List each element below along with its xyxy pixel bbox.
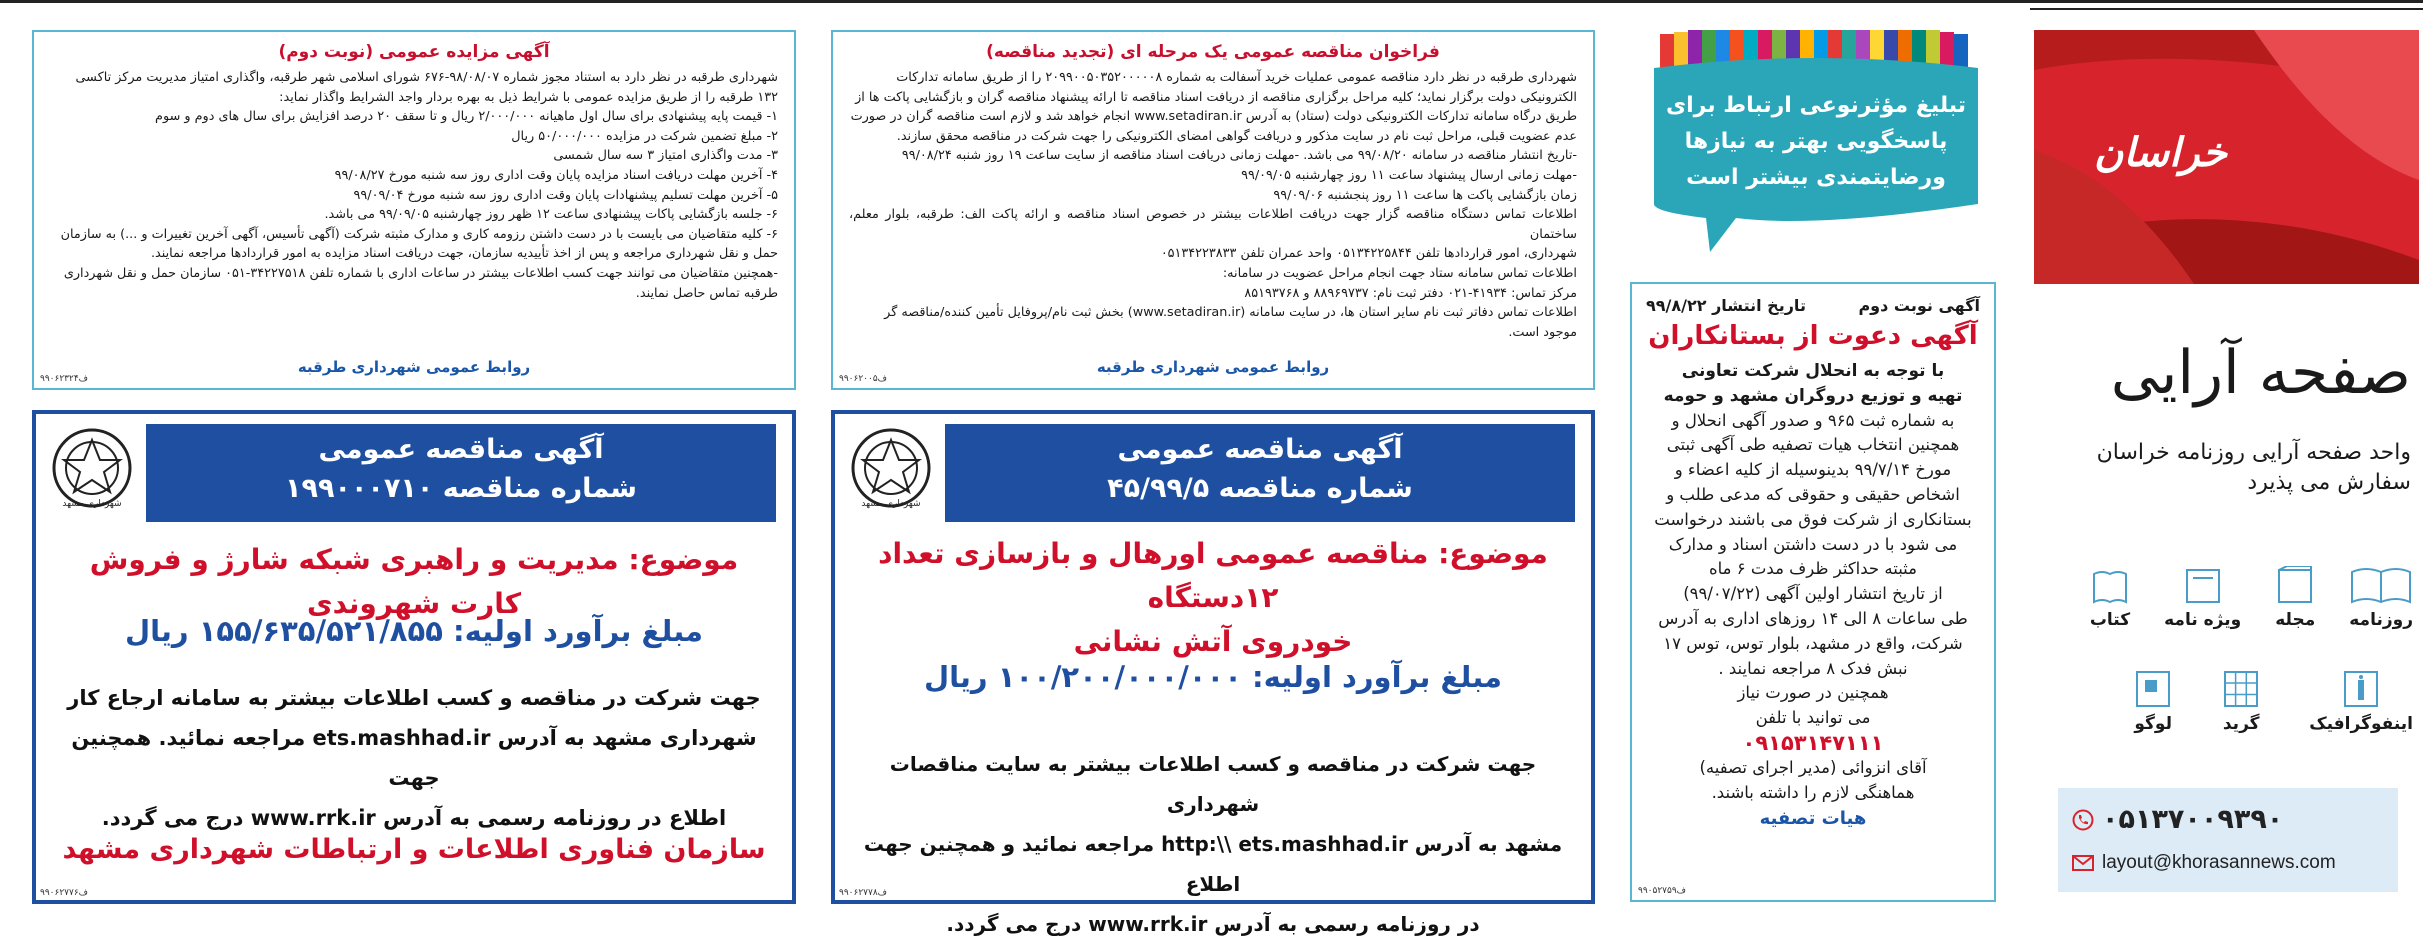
tender-subject-line: موضوع: مناقصه عمومی اورهال و بازسازی تعداد ۱۲دستگاه (878, 537, 1548, 614)
notice-body (50, 68, 778, 303)
promo-text (1664, 88, 1968, 196)
promo-line: پاسخگویی بهتر به نیازها (1684, 129, 1948, 154)
service-newspaper (2349, 566, 2413, 630)
tender-subject-line: خودروی آتش نشانی (1073, 625, 1353, 658)
sidebar-subtitle (2097, 438, 2411, 498)
notice-line: ۴- آخرین مهلت دریافت اسناد مزایده پایان وقت اداری روز سه شنبه مورخ ۹۹/۰۸/۲۷ (334, 167, 778, 183)
creditors-title: آگهی دعوت از بستانکاران (1648, 321, 1978, 351)
service-grid (2221, 670, 2261, 734)
notice-line: اطلاعات تماس سامانه ستاد جهت انجام مراحل عضویت در سامانه: (1222, 265, 1577, 281)
creditors-line: اشخاص حقیقی و حقوقی که مدعی طلب و (1666, 484, 1960, 504)
khorasan-logo-panel (2034, 30, 2419, 284)
creditors-phone: ۰۹۱۵۳۱۴۷۱۱۱ (1742, 730, 1884, 755)
grid-icon (2221, 670, 2261, 708)
notice-auction-tarqabe (32, 30, 796, 390)
khorasan-logo: خراسان (2094, 130, 2227, 176)
newspaper-icon (2350, 566, 2412, 604)
tender-estimated-price: مبلغ برآورد اولیه: ۱۵۵/۶۳۵/۵۲۱/۸۵۵ ریال (124, 614, 703, 648)
magazine-icon (2275, 566, 2315, 604)
creditors-date: تاریخ انتشار ۹۹/۸/۲۲ (1646, 296, 1806, 315)
tender-body-line: اطلاع در روزنامه رسمی به آدرس www.rrk.ir درج می گردد. (101, 806, 727, 830)
notice-signature: روابط عمومی شهرداری طرقبه (297, 358, 531, 376)
mashhad-municipality-logo (849, 426, 933, 510)
tender-code: ف۹۹۰۶۲۷۷۸ (839, 888, 888, 898)
creditors-header-row (1632, 296, 1994, 315)
notice-line: طرقبه تماس حاصل نمایند. (635, 285, 778, 301)
service-infographic (2309, 670, 2413, 734)
book-icon (2090, 566, 2130, 604)
creditors-line: از تاریخ انتشار اولین آگهی (۹۹/۰۷/۲۲) (1683, 584, 1943, 604)
sidebar-subtitle-line: سفارش می پذیرد (2247, 470, 2411, 495)
tender-estimated-price: مبلغ برآورد اولیه: ۱۰۰/۲۰۰/۰۰۰/۰۰۰ ریال (923, 660, 1502, 694)
notice-line: ۱- قیمت پایه پیشنهادی برای سال اول ماهیانه ۲/۰۰۰/۰۰۰ ریال و تا سقف ۲۰ درصد افزایش برای سال های دوم و سوم (155, 109, 778, 125)
service-label: روزنامه (2349, 610, 2413, 630)
tender-header-title: آگهی مناقصه عمومی (1117, 434, 1403, 465)
creditors-lead-line: با توجه به انحلال شرکت تعاونی (1681, 361, 1945, 381)
notice-line: ۶- کلیه متقاضیان می بایست با در دست داشتن رزومه کاری و مدارک مثبته شرکت (آگهی تأسیس، آگهی آخرین تغییرات و ...) به سازمان (60, 226, 778, 242)
sidebar-title: صفحه آرایی (2110, 338, 2411, 408)
creditors-line: نبش فدک ۸ مراجعه نمایند . (1718, 658, 1908, 678)
promo-line: ورضایتمندی بیشتر است (1686, 165, 1946, 190)
sidebar-top-rule (2030, 8, 2423, 10)
notice-line: ۵- آخرین مهلت تسلیم پیشنهادات پایان وقت اداری روز سه شنبه مورخ ۹۹/۰۹/۰۴ (353, 187, 778, 203)
tender-number: شماره مناقصه ۴۵/۹۹/۵ (1107, 473, 1413, 504)
service-label: مجله (2275, 610, 2316, 630)
promo-banner (1640, 28, 1992, 252)
creditors-lead-line: تهیه و توزیع دروگران مشهد و حومه (1663, 385, 1963, 406)
notice-line: شهرداری طرقبه در نظر دارد به استناد مجوز شماره ۹۸/۰۸/۰۷-۶۷۶ شورای اسلامی شهر طرقبه، واگذاری امتیاز مدیریت مرکز تاکسی (75, 70, 778, 85)
tender-body-line: جهت شرکت در مناقصه و کسب اطلاعات بیشتر به سامانه ارجاع کار (67, 686, 761, 710)
notice-line: اطلاعات تماس دفاتر ثبت نام سایر استان ها، در سایت سامانه (www.setadiran.ir) بخش ثبت نام/پروفایل تأمین کننده/مناقصه گر (884, 305, 1577, 321)
creditors-line: می توانید با تلفن (1755, 708, 1871, 728)
service-special-issue (2164, 566, 2241, 630)
creditors-line: مثبته حداکثر ظرف مدت ۶ ماه (1709, 559, 1917, 579)
svg-text:شهرداری مشهد: شهرداری مشهد (861, 499, 921, 509)
notice-signature: روابط عمومی شهرداری طرقبه (1096, 358, 1330, 376)
creditors-line: همچنین در صورت نیاز (1737, 683, 1889, 703)
services-row-print (2090, 566, 2413, 630)
service-label: ویژه نامه (2164, 610, 2242, 630)
svg-text:شهرداری مشهد: شهرداری مشهد (62, 499, 122, 509)
contact-email[interactable]: layout@khorasannews.com (2102, 852, 2336, 873)
notice-title: آگهی مزایده عمومی (نوبت دوم) (278, 42, 550, 62)
notice-line: حمل و نقل شهرداری مراجعه و پس از اخذ تأییدیه سازمان، جهت دریافت اسناد مزایده به امور قراردادها مراجعه نمایند. (150, 246, 778, 262)
tender-code: ف۹۹۰۶۲۷۷۶ (40, 888, 89, 898)
tender-body (50, 678, 778, 838)
creditors-line: بستانکاری از شرکت فوق می باشند درخواست (1654, 509, 1972, 529)
notice-line: ۳- مدت واگذاری امتیاز ۳ سه سال شمسی (553, 148, 778, 164)
tender-fire-trucks-ad (831, 410, 1595, 936)
contact-phone-row (2072, 804, 2283, 835)
promo-line: تبلیغ مؤثرنوعی ارتباط برای (1665, 93, 1967, 118)
service-label: لوگو (2134, 714, 2172, 734)
tender-body-line: شهرداری مشهد به آدرس ets.mashhad.ir مراجعه نمائید. همچنین جهت (71, 726, 757, 790)
tender-signature: سازمان فناوری اطلاعات و ارتباطات شهرداری مشهد (62, 834, 766, 865)
notice-line: شهرداری، امور قراردادها تلفن ۰۵۱۳۴۲۲۵۸۴۴ واحد عمران تلفن ۰۵۱۳۴۲۲۳۸۳۳ (1160, 246, 1577, 262)
tender-subject: موضوع: مدیریت و راهبری شبکه شارژ و فروش کارت شهروندی (89, 543, 739, 620)
logo-design-icon (2133, 670, 2173, 708)
notice-creditors-invitation (1630, 282, 1996, 902)
special-issue-icon (2183, 566, 2223, 604)
notice-line: طریق درگاه سامانه تدارکات الکترونیکی دولت (ستاد) به آدرس www.setadiran.ir انجام خواهد شد و لازم است مناقصه گران در صورت (850, 109, 1577, 125)
notice-line: -مهلت زمانی ارسال پیشنهاد ساعت ۱۱ روز چهارشنبه ۹۹/۰۹/۰۵ (1241, 167, 1577, 183)
layout-service-sidebar (2030, 8, 2423, 930)
notice-code: ف۹۹۰۶۲۰۰۵ (839, 374, 888, 384)
service-logo (2133, 670, 2173, 734)
creditors-line: طی ساعات ۸ الی ۱۴ روزهای اداری به آدرس (1658, 608, 1968, 628)
notice-code: ف۹۹۰۶۲۳۲۴ (40, 374, 89, 384)
tender-header (945, 424, 1575, 522)
infographic-icon (2341, 670, 2381, 708)
tender-header (146, 424, 776, 522)
notice-line: عدم عضویت قبلی، مراحل ثبت نام در سایت مذکور و دریافت گواهی امضای الکترونیکی را جهت شرکت در مناقصه محقق سازند. (896, 128, 1577, 144)
creditors-body (1632, 359, 1994, 832)
creditors-line: هماهنگی لازم را داشته باشند. (1711, 782, 1915, 802)
notice-title: فراخوان مناقصه عمومی یک مرحله ای (تجدید مناقصه) (986, 42, 1440, 62)
notice-line: زمان بازگشایی پاکت ها ساعت ۱۱ روز پنجشنبه ۹۹/۰۹/۰۶ (1273, 187, 1577, 203)
creditors-line: می شود با در دست داشتن اسناد و مدارک (1668, 534, 1958, 554)
creditors-line: شرکت، واقع در مشهد، بلوار توس، توس ۱۷ (1663, 633, 1963, 653)
contact-email-row (2072, 852, 2336, 874)
creditors-line: آقای انزوائی (مدیر اجرای تصفیه) (1699, 757, 1927, 777)
tender-body-line: در روزنامه رسمی به آدرس www.rrk.ir درج می گردد. (946, 912, 1480, 936)
notice-line: -تاریخ انتشار مناقصه در سامانه ۹۹/۰۸/۲۰ می باشد. -مهلت زمانی دریافت اسناد مناقصه از سایت ساعت ۱۹ روز شنبه ۹۹/۰۸/۲۴ (901, 148, 1577, 164)
phone-icon (2072, 809, 2094, 831)
creditors-signature: هیات تصفیه (1759, 808, 1867, 830)
notice-line: -همچنین متقاضیان می توانند جهت کسب اطلاعات بیشتر در ساعات اداری با شماره تلفن ۳۴۲۲۷۵۱۸-۰۵۱ سازمان حمل و نقل شهرداری (63, 265, 778, 281)
notice-line: ۶- جلسه بازگشایی پاکات پیشنهادی ساعت ۱۲ ظهر روز چهارشنبه ۹۹/۰۹/۰۵ می باشد. (324, 207, 778, 223)
notice-asphalt-tender (831, 30, 1595, 390)
mashhad-municipality-logo (50, 426, 134, 510)
notice-line: اطلاعات تماس دستگاه مناقصه گزار جهت دریافت اطلاعات بیشتر در خصوص اسناد مناقصه و ارائه پاکت الف: طرقبه، بلوار معلم، ساختمان (849, 207, 1577, 242)
contact-phone[interactable]: ۰۵۱۳۷۰۰۹۳۹۰ (2102, 804, 2284, 835)
service-label: گرید (2222, 714, 2260, 734)
tender-subject (855, 532, 1571, 664)
sidebar-subtitle-line: واحد صفحه آرایی روزنامه خراسان (2096, 440, 2411, 465)
notice-line: ۱۳۲ طرقبه را از طریق مزایده عمومی با شرایط ذیل به بهره بردار واجد الشرایط واگذار نماید: (279, 89, 778, 105)
creditors-code: ف۹۹۰۵۲۷۵۹ (1638, 886, 1687, 896)
service-label: اینفوگرافیک (2309, 714, 2413, 734)
creditors-line: مورخ ۹۹/۷/۱۴ بدینوسیله از کلیه اعضاء و (1674, 460, 1952, 480)
tender-body-line: جهت شرکت در مناقصه و کسب اطلاعات بیشتر به سایت مناقصات شهرداری (889, 752, 1537, 816)
page-top-rule (0, 0, 2423, 3)
creditors-round: آگهی نوبت دوم (1858, 296, 1980, 315)
notice-line: ۲- مبلغ تضمین شرکت در مزایده ۵۰/۰۰۰/۰۰۰ ریال (511, 128, 778, 144)
notice-line: الکترونیکی دولت برگزار نماید؛ کلیه مراحل برگزاری مناقصه از دریافت اسناد مناقصه تا ارائه پیشنهاد مناقصه گران و بازگشایی پاکت ها از (855, 89, 1577, 105)
service-label: کتاب (2089, 610, 2131, 630)
tender-body (849, 744, 1577, 944)
tender-number: شماره مناقصه ۱۹۹۰۰۰۷۱۰ (285, 473, 637, 504)
notice-body (849, 68, 1577, 342)
tender-charge-network-ad (32, 410, 796, 904)
tender-header-title: آگهی مناقصه عمومی (318, 434, 604, 465)
services-row-design (2133, 670, 2413, 734)
creditors-line: به شماره ثبت ۹۶۵ و صدور آگهی انحلال و (1671, 410, 1955, 430)
creditors-line: همچنین انتخاب هیات تصفیه طی آگهی ثبتی (1666, 435, 1960, 455)
notice-line: موجود است. (1508, 324, 1577, 340)
contact-box (2058, 788, 2398, 892)
email-icon (2072, 855, 2094, 871)
service-book (2090, 566, 2130, 630)
notice-line: شهرداری طرقبه در نظر دارد مناقصه عمومی عملیات خرید آسفالت به شماره ۲۰۹۹۰۰۵۰۳۵۲۰۰۰۰۰۸ را از طریق سامانه تدارکات (896, 70, 1577, 85)
service-magazine (2275, 566, 2315, 630)
notice-line: مرکز تماس: ۴۱۹۳۴-۰۲۱ دفتر ثبت نام: ۸۸۹۶۹۷۳۷ و ۸۵۱۹۳۷۶۸ (1244, 285, 1577, 301)
tender-body-line: مشهد به آدرس http:\\ ets.mashhad.ir مراجعه نمائید و همچنین جهت اطلاع (863, 832, 1563, 896)
